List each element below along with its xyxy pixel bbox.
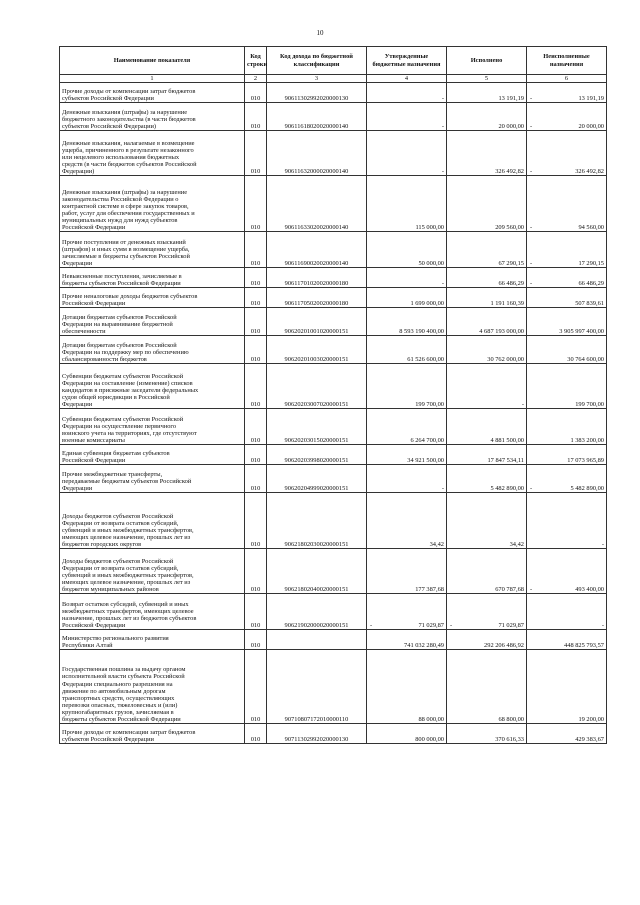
unexecuted-cell	[527, 493, 607, 549]
unexecuted-cell-value: 448 825 793,57	[564, 642, 604, 649]
executed-cell	[447, 268, 527, 288]
approved-cell-value: 199 700,00	[415, 401, 444, 408]
approved-cell	[367, 409, 447, 445]
unexecuted-cell	[527, 268, 607, 288]
executed-cell	[447, 83, 527, 103]
executed-cell	[447, 336, 527, 364]
approved-cell	[367, 630, 447, 650]
sign-mark: -	[530, 168, 533, 175]
unexecuted-cell-value: 17 290,15	[578, 260, 604, 267]
table-row	[60, 336, 607, 364]
unexecuted-cell-value: 30 764 600,00	[567, 356, 604, 363]
approved-cell-value: 71 029,87	[418, 622, 444, 629]
table-row	[60, 493, 607, 549]
approved-cell-value: 8 593 190 400,00	[399, 328, 444, 335]
approved-cell-value: -	[441, 123, 444, 130]
sign-mark: -	[530, 224, 533, 231]
header-indicator-name: Наименование показателя	[60, 47, 245, 75]
header-approved: Утвержденные бюджетные назначения	[367, 47, 447, 75]
table-row	[60, 288, 607, 308]
executed-cell-value: 4 881 500,00	[490, 437, 524, 444]
unexecuted-cell-value: 13 191,19	[578, 95, 604, 102]
sign-mark: -	[450, 622, 453, 629]
table-row	[60, 724, 607, 744]
income-code-cell: 90611618020020000140	[267, 103, 367, 131]
approved-cell	[367, 445, 447, 465]
approved-cell-value: 34,42	[429, 541, 444, 548]
table-row	[60, 232, 607, 268]
indicator-name-cell: Прочие межбюджетные трансферты, передаваемые бюджетам субъектов Российской Федерации	[60, 465, 245, 493]
income-code-cell: 90621802040020000151	[267, 549, 367, 594]
executed-cell	[447, 364, 527, 409]
indicator-name-cell: Дотации бюджетам субъектов Российской Федерации на выравнивание бюджетной обеспеченности	[60, 308, 245, 336]
unexecuted-cell	[527, 83, 607, 103]
row-code-cell: 010	[245, 288, 267, 308]
income-code-cell: 90621902000020000151	[267, 594, 367, 630]
unexecuted-cell	[527, 409, 607, 445]
unexecuted-cell	[527, 131, 607, 176]
indicator-name-cell: Дотации бюджетам субъектов Российской Федерации на поддержку мер по обеспечению сбалансированности бюджетов	[60, 336, 245, 364]
unexecuted-cell	[527, 176, 607, 232]
unexecuted-cell-value: 1 383 200,00	[570, 437, 604, 444]
income-code-cell: 90611705020020000180	[267, 288, 367, 308]
unexecuted-cell-value: 199 700,00	[575, 401, 604, 408]
unexecuted-cell	[527, 364, 607, 409]
row-code-cell: 010	[245, 445, 267, 465]
table-body	[60, 83, 607, 744]
row-code-cell: 010	[245, 131, 267, 176]
executed-cell-value: 670 787,68	[495, 586, 524, 593]
executed-cell-value: 292 206 486,92	[484, 642, 524, 649]
income-code-cell: 90611302992020000130	[267, 83, 367, 103]
row-code-cell: 010	[245, 630, 267, 650]
income-code-cell: 90620201003020000151	[267, 336, 367, 364]
approved-cell-value: -	[441, 168, 444, 175]
approved-cell-value: -	[441, 485, 444, 492]
income-code-cell: 90611701020020000180	[267, 268, 367, 288]
unexecuted-cell	[527, 594, 607, 630]
income-code-cell: 90611633020020000140	[267, 176, 367, 232]
indicator-name-cell: Прочие доходы от компенсации затрат бюджетов субъектов Российской Федерации	[60, 83, 245, 103]
executed-cell	[447, 465, 527, 493]
unexecuted-cell-value: -	[601, 622, 604, 629]
income-code-cell: 90620203015020000151	[267, 409, 367, 445]
table-row	[60, 630, 607, 650]
income-code-cell: 90710807172010000110	[267, 650, 367, 724]
indicator-name-cell: Денежные взыскания (штрафы) за нарушение бюджетного законодательства (в части бюджетов субъектов Российской Федерации)	[60, 103, 245, 131]
approved-cell	[367, 288, 447, 308]
executed-cell	[447, 493, 527, 549]
executed-cell-value: 30 762 000,00	[487, 356, 524, 363]
approved-cell	[367, 268, 447, 288]
indicator-name-cell: Прочие неналоговые доходы бюджетов субъектов Российской Федерации	[60, 288, 245, 308]
executed-cell	[447, 131, 527, 176]
executed-cell	[447, 176, 527, 232]
approved-cell	[367, 549, 447, 594]
income-code-cell: 90620204999020000151	[267, 465, 367, 493]
column-number: 6	[527, 75, 607, 83]
approved-cell	[367, 232, 447, 268]
approved-cell-value: 88 000,00	[418, 716, 444, 723]
indicator-name-cell: Государственная пошлина за выдачу органом исполнительной власти субъекта Российской Федерации специального разрешения на движение по автомобильным дорогам транспортных средств, осуществляющих перевозки опасных, тяжеловесных и (или) крупногабаритных грузов, зачисляемая в бюджеты субъектов Российской Федерации	[60, 650, 245, 724]
sign-mark: -	[530, 260, 533, 267]
header-unexecuted: Неисполненные назначения	[527, 47, 607, 75]
income-code-cell: 90620203998020000151	[267, 445, 367, 465]
income-code-cell	[267, 630, 367, 650]
approved-cell-value: 800 000,00	[415, 736, 444, 743]
column-number: 2	[245, 75, 267, 83]
row-code-cell: 010	[245, 364, 267, 409]
approved-cell	[367, 724, 447, 744]
unexecuted-cell-value: 19 200,00	[578, 716, 604, 723]
approved-cell-value: 61 526 600,00	[407, 356, 444, 363]
unexecuted-cell	[527, 308, 607, 336]
unexecuted-cell-value: 429 383,67	[575, 736, 604, 743]
executed-cell	[447, 630, 527, 650]
unexecuted-cell	[527, 103, 607, 131]
row-code-cell: 010	[245, 308, 267, 336]
indicator-name-cell: Доходы бюджетов субъектов Российской Федерации от возврата остатков субсидий, субвенций и иных межбюджетных трансфертов, имеющих целевое назначение, прошлых лет из бюджетов муниципальных районов	[60, 549, 245, 594]
indicator-name-cell: Прочие поступления от денежных взысканий (штрафов) и иных сумм в возмещение ущерба, зачисляемые в бюджеты субъектов Российской Федерации	[60, 232, 245, 268]
page-number: 10	[316, 29, 324, 37]
unexecuted-cell-value: 66 486,29	[578, 280, 604, 287]
sign-mark: -	[530, 485, 533, 492]
table-row	[60, 83, 607, 103]
executed-cell-value: 17 847 534,11	[487, 457, 524, 464]
approved-cell-value: 177 387,68	[415, 586, 444, 593]
executed-cell	[447, 409, 527, 445]
executed-cell-value: -	[521, 401, 524, 408]
budget-execution-table	[59, 46, 607, 744]
row-code-cell: 010	[245, 465, 267, 493]
approved-cell	[367, 493, 447, 549]
header-row-code: Код строки	[245, 47, 267, 75]
executed-cell	[447, 594, 527, 630]
income-code-cell: 90620201001020000151	[267, 308, 367, 336]
unexecuted-cell-value: 493 400,00	[575, 586, 604, 593]
indicator-name-cell: Денежные взыскания, налагаемые в возмещение ущерба, причиненного в результате незаконного или нецелевого использования бюджетных средств (в части бюджетов субъектов Российской Федерации)	[60, 131, 245, 176]
column-number: 3	[267, 75, 367, 83]
approved-cell-value: -	[441, 280, 444, 287]
sign-mark: -	[530, 95, 533, 102]
executed-cell-value: 370 616,33	[495, 736, 524, 743]
table-row	[60, 308, 607, 336]
column-number: 1	[60, 75, 245, 83]
row-code-cell: 010	[245, 493, 267, 549]
row-code-cell: 010	[245, 176, 267, 232]
sign-mark: -	[370, 622, 373, 629]
indicator-name-cell: Возврат остатков субсидий, субвенций и иных межбюджетных трансфертов, имеющих целевое назначение, прошлых лет из бюджетов субъектов Российской Федерации	[60, 594, 245, 630]
indicator-name-cell: Министерство регионального развития Республики Алтай	[60, 630, 245, 650]
row-code-cell: 010	[245, 83, 267, 103]
approved-cell-value: 1 699 000,00	[410, 300, 444, 307]
executed-cell-value: 68 800,00	[498, 716, 524, 723]
row-code-cell: 010	[245, 594, 267, 630]
executed-cell	[447, 288, 527, 308]
row-code-cell: 010	[245, 549, 267, 594]
indicator-name-cell: Прочие доходы от компенсации затрат бюджетов субъектов Российской Федерации	[60, 724, 245, 744]
unexecuted-cell-value: 20 000,00	[578, 123, 604, 130]
unexecuted-cell-value: 17 073 965,89	[567, 457, 604, 464]
unexecuted-cell-value: 507 839,61	[575, 300, 604, 307]
unexecuted-cell	[527, 630, 607, 650]
approved-cell-value: -	[441, 95, 444, 102]
unexecuted-cell	[527, 336, 607, 364]
executed-cell	[447, 445, 527, 465]
row-code-cell: 010	[245, 232, 267, 268]
header-executed: Исполнено	[447, 47, 527, 75]
header-income-code: Код дохода по бюджетной классификации	[267, 47, 367, 75]
approved-cell-value: 34 921 500,00	[407, 457, 444, 464]
row-code-cell: 010	[245, 650, 267, 724]
income-code-cell: 90711302992020000130	[267, 724, 367, 744]
row-code-cell: 010	[245, 724, 267, 744]
unexecuted-cell	[527, 724, 607, 744]
executed-cell-value: 5 482 890,00	[490, 485, 524, 492]
row-code-cell: 010	[245, 336, 267, 364]
table-row	[60, 445, 607, 465]
sign-mark: -	[530, 280, 533, 287]
executed-cell-value: 209 560,00	[495, 224, 524, 231]
table-row	[60, 549, 607, 594]
indicator-name-cell: Субвенции бюджетам субъектов Российской Федерации на составление (изменение) списков кандидатов в присяжные заседатели федеральных судов общей юрисдикции в Российской Федерации	[60, 364, 245, 409]
table-row	[60, 409, 607, 445]
row-code-cell: 010	[245, 409, 267, 445]
unexecuted-cell	[527, 650, 607, 724]
approved-cell-value: 115 000,00	[415, 224, 444, 231]
approved-cell-value: 50 000,00	[418, 260, 444, 267]
approved-cell	[367, 131, 447, 176]
table-row	[60, 103, 607, 131]
table-header	[60, 47, 607, 83]
executed-cell	[447, 724, 527, 744]
indicator-name-cell: Доходы бюджетов субъектов Российской Федерации от возврата остатков субсидий, субвенций и иных межбюджетных трансфертов, имеющих целевое назначение, прошлых лет из бюджетов городских округов	[60, 493, 245, 549]
income-code-cell: 90611690020020000140	[267, 232, 367, 268]
column-number: 4	[367, 75, 447, 83]
approved-cell-value: 741 032 280,49	[404, 642, 444, 649]
executed-cell	[447, 549, 527, 594]
unexecuted-cell-value: 5 482 890,00	[570, 485, 604, 492]
table-row	[60, 131, 607, 176]
executed-cell-value: 71 029,87	[498, 622, 524, 629]
approved-cell	[367, 336, 447, 364]
approved-cell	[367, 308, 447, 336]
table-row	[60, 650, 607, 724]
executed-cell-value: 4 687 193 000,00	[479, 328, 524, 335]
unexecuted-cell	[527, 465, 607, 493]
table-row	[60, 594, 607, 630]
sign-mark: -	[530, 586, 533, 593]
unexecuted-cell	[527, 232, 607, 268]
indicator-name-cell: Невыясненные поступления, зачисляемые в бюджеты субъектов Российской Федерации	[60, 268, 245, 288]
row-code-cell: 010	[245, 103, 267, 131]
executed-cell	[447, 232, 527, 268]
approved-cell	[367, 465, 447, 493]
unexecuted-cell	[527, 549, 607, 594]
income-code-cell: 90621802030020000151	[267, 493, 367, 549]
unexecuted-cell-value: -	[601, 541, 604, 548]
income-code-cell: 90611632000020000140	[267, 131, 367, 176]
indicator-name-cell: Субвенции бюджетам субъектов Российской Федерации на осуществление первичного воинского учета на территориях, где отсутствуют военные комиссариаты	[60, 409, 245, 445]
unexecuted-cell	[527, 288, 607, 308]
column-number: 5	[447, 75, 527, 83]
unexecuted-cell-value: 326 492,82	[575, 168, 604, 175]
column-number-row	[60, 75, 607, 83]
table-row	[60, 465, 607, 493]
approved-cell	[367, 176, 447, 232]
approved-cell	[367, 650, 447, 724]
row-code-cell: 010	[245, 268, 267, 288]
table-row	[60, 176, 607, 232]
unexecuted-cell-value: 94 560,00	[578, 224, 604, 231]
table-row	[60, 364, 607, 409]
executed-cell	[447, 650, 527, 724]
executed-cell-value: 66 486,29	[498, 280, 524, 287]
indicator-name-cell: Единая субвенция бюджетам субъектов Российской Федерации	[60, 445, 245, 465]
sign-mark: -	[530, 123, 533, 130]
executed-cell-value: 67 290,15	[498, 260, 524, 267]
executed-cell	[447, 308, 527, 336]
table-row	[60, 268, 607, 288]
income-code-cell: 90620203007020000151	[267, 364, 367, 409]
approved-cell	[367, 83, 447, 103]
executed-cell	[447, 103, 527, 131]
executed-cell-value: 34,42	[509, 541, 524, 548]
approved-cell-value: 6 264 700,00	[410, 437, 444, 444]
executed-cell-value: 1 191 160,39	[490, 300, 524, 307]
approved-cell	[367, 594, 447, 630]
executed-cell-value: 326 492,82	[495, 168, 524, 175]
unexecuted-cell-value: 3 905 997 400,00	[559, 328, 604, 335]
unexecuted-cell	[527, 445, 607, 465]
approved-cell	[367, 103, 447, 131]
indicator-name-cell: Денежные взыскания (штрафы) за нарушение законодательства Российской Федерации о контрактной системе в сфере закупок товаров, работ, услуг для обеспечения государственных и муниципальных нужд для нужд субъектов Российской Федерации	[60, 176, 245, 232]
approved-cell	[367, 364, 447, 409]
executed-cell-value: 13 191,19	[498, 95, 524, 102]
executed-cell-value: 20 000,00	[498, 123, 524, 130]
